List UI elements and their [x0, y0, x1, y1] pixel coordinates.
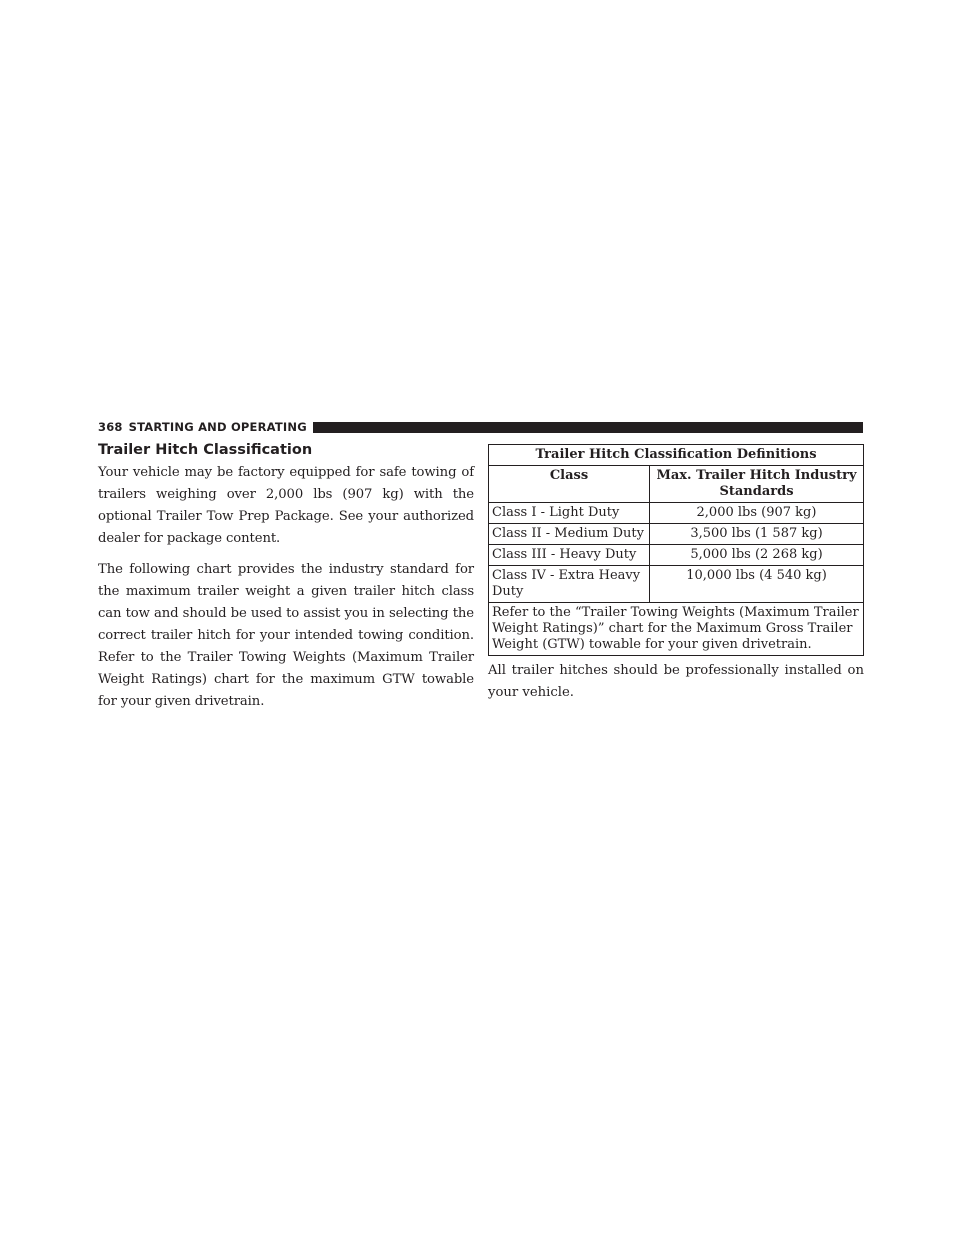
class-cell: Class II - Medium Duty — [489, 524, 650, 545]
table-row — [489, 503, 864, 524]
left-column — [98, 441, 474, 722]
weight-cell: 10,000 lbs (4 540 kg) — [650, 566, 864, 603]
weight-cell: 3,500 lbs (1 587 kg) — [650, 524, 864, 545]
page-header — [98, 419, 863, 435]
weight-cell: 5,000 lbs (2 268 kg) — [650, 545, 864, 566]
intro-paragraph: Your vehicle may be factory equipped for safe towing of trailers weighing over 2,000 lbs (907 kg) with the optional Trailer Tow Prep Package. See your authorized dealer for package content. — [98, 465, 474, 546]
header-rule — [313, 422, 863, 433]
installation-note: All trailer hitches should be professionally installed on your vehicle. — [488, 663, 864, 700]
table-row — [489, 566, 864, 603]
right-column — [488, 444, 864, 704]
hitch-classification-table — [488, 444, 864, 656]
table-row — [489, 524, 864, 545]
column-header-max-standards: Max. Trailer Hitch Industry Standards — [650, 466, 864, 503]
section-title: Trailer Hitch Classification — [98, 442, 313, 458]
table-title: Trailer Hitch Classification Definitions — [489, 445, 864, 466]
class-cell: Class III - Heavy Duty — [489, 545, 650, 566]
section-name: STARTING AND OPERATING — [128, 420, 307, 434]
page-number: 368 — [98, 420, 123, 434]
table-row — [489, 545, 864, 566]
chart-paragraph: The following chart provides the industry standard for the maximum trailer weight a given trailer hitch class can tow and should be used to assist you in selecting the correct trailer hitch for your intended towing condition. Refer to the Trailer Towing Weights (Maximum Trailer Weight Ratings) chart for the maximum GTW towable for your given drivetrain. — [98, 562, 474, 709]
column-header-class: Class — [489, 466, 650, 503]
class-cell: Class IV - Extra Heavy Duty — [489, 566, 650, 603]
table-footnote: Refer to the “Trailer Towing Weights (Maximum Trailer Weight Ratings)” chart for the Maximum Gross Trailer Weight (GTW) towable for your given drivetrain. — [489, 603, 864, 656]
weight-cell: 2,000 lbs (907 kg) — [650, 503, 864, 524]
class-cell: Class I - Light Duty — [489, 503, 650, 524]
